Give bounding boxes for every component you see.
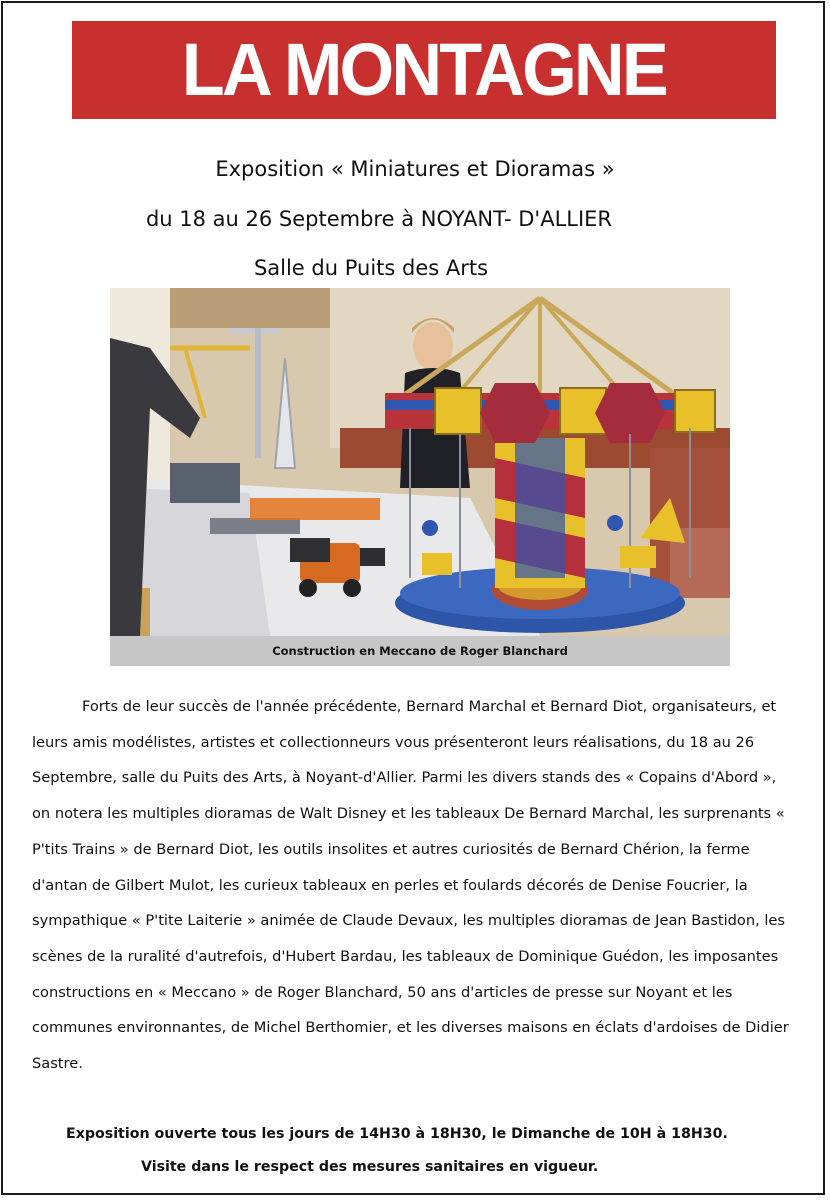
headline-exhibition: Exposition « Miniatures et Dioramas » xyxy=(215,157,615,181)
masthead-banner xyxy=(72,21,776,119)
headline-venue: Salle du Puits des Arts xyxy=(253,256,489,280)
photo-caption: Construction en Meccano de Roger Blanchard xyxy=(272,644,568,658)
headline-dates: du 18 au 26 Septembre à NOYANT- D'ALLIER xyxy=(145,207,613,231)
article-body xyxy=(32,689,792,1082)
sanitary-notice: Visite dans le respect des mesures sanitaires en vigueur. xyxy=(141,1159,599,1175)
exhibition-photo xyxy=(110,288,730,636)
photo-caption-bar xyxy=(110,636,730,666)
masthead-title: LA MONTAGNE xyxy=(181,28,667,111)
meccano-carousel-illustration xyxy=(110,288,730,636)
opening-hours: Exposition ouverte tous les jours de 14H30 à 18H30, le Dimanche de 10H à 18H30. xyxy=(66,1126,728,1142)
article-paragraph: Forts de leur succès de l'année précédente, Bernard Marchal et Bernard Diot, organisateurs, et leurs amis modélistes, artistes et collectionneurs vous présenteront leurs réalisations, du 18 au 26 Septembre, salle du Puits des Arts, à Noyant-d'Allier. Parmi les divers stands des « Copains d'Abord », on notera les multiples dioramas de Walt Disney et les tableaux De Bernard Marchal, les surprenants « P'tits Trains » de Bernard Diot, les outils insolites et autres curiosités de Bernard Chérion, la ferme d'antan de Gilbert Mulot, les curieux tableaux en perles et foulards décorés de Denise Foucrier, la sympathique « P'tite Laiterie » animée de Claude Devaux, les multiples dioramas de Jean Bastidon, les scènes de la ruralité d'autrefois, d'Hubert Bardau, les tableaux de Dominique Guédon, les imposantes constructions en « Meccano » de Roger Blanchard, 50 ans d'articles de presse sur Noyant et les communes environnantes, de Michel Berthomier, et les diverses maisons en éclats d'ardoises de Didier Sastre. xyxy=(32,698,789,1073)
